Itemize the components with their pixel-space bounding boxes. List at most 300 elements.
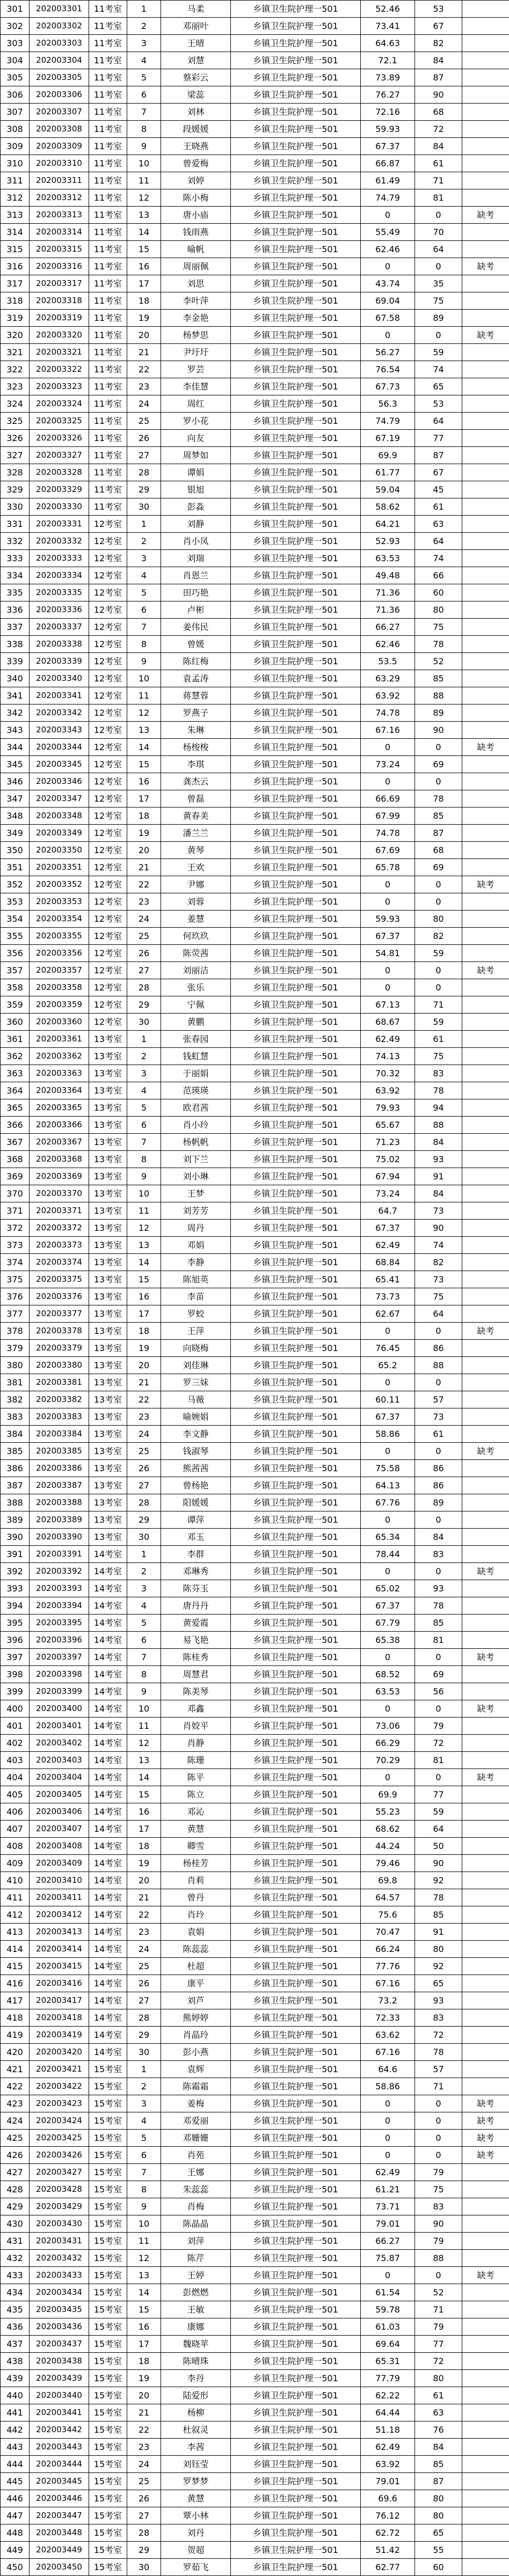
practical-score-cell: 71 (415, 172, 462, 189)
table-row (1, 1649, 509, 1666)
candidate-name-cell: 王晓燕 (161, 138, 231, 155)
exam-room-cell: 11考室 (89, 121, 127, 138)
written-score-cell: 76.54 (361, 361, 415, 378)
candidate-name-cell: 罗芸 (161, 361, 231, 378)
exam-number-cell: 202003441 (30, 2404, 89, 2421)
written-score-cell: 68.67 (361, 1014, 415, 1031)
practical-score-cell: 71 (415, 2301, 462, 2318)
table-row (1, 2147, 509, 2164)
practical-score-cell: 0 (415, 1443, 462, 1460)
row-number-cell: 398 (1, 1666, 30, 1683)
exam-room-cell: 12考室 (89, 928, 127, 945)
table-row (1, 1426, 509, 1443)
practical-score-cell: 80 (415, 601, 462, 619)
practical-score-cell: 66 (415, 567, 462, 584)
seat-number-cell: 5 (127, 1614, 161, 1632)
exam-room-cell: 13考室 (89, 1374, 127, 1391)
exam-room-cell: 12考室 (89, 962, 127, 979)
exam-number-cell: 202003377 (30, 1305, 89, 1323)
exam-number-cell: 202003371 (30, 1202, 89, 1220)
exam-room-cell: 11考室 (89, 207, 127, 224)
exam-room-cell: 14考室 (89, 1941, 127, 1958)
row-number-cell: 355 (1, 928, 30, 945)
exam-number-cell: 202003329 (30, 481, 89, 498)
table-row (1, 1821, 509, 1838)
written-score-cell: 0 (361, 773, 415, 790)
remark-cell (462, 1546, 509, 1563)
written-score-cell: 51.18 (361, 2421, 415, 2439)
table-row (1, 1323, 509, 1340)
exam-room-cell: 15考室 (89, 2215, 127, 2233)
practical-score-cell: 0 (415, 2130, 462, 2147)
position-cell: 乡镇卫生院护理一501 (231, 1408, 361, 1426)
table-row (1, 1752, 509, 1769)
remark-cell (462, 825, 509, 842)
exam-room-cell: 12考室 (89, 722, 127, 739)
seat-number-cell: 29 (127, 2027, 161, 2044)
remark-cell (462, 687, 509, 704)
practical-score-cell: 90 (415, 2215, 462, 2233)
practical-score-cell: 89 (415, 310, 462, 327)
practical-score-cell: 78 (415, 1082, 462, 1099)
row-number-cell: 332 (1, 533, 30, 550)
candidate-name-cell: 钱雨燕 (161, 224, 231, 241)
row-number-cell: 347 (1, 790, 30, 808)
written-score-cell: 0 (361, 2095, 415, 2112)
exam-number-cell: 202003346 (30, 773, 89, 790)
seat-number-cell: 25 (127, 413, 161, 430)
candidate-name-cell: 陆爱形 (161, 2387, 231, 2404)
seat-number-cell: 19 (127, 1855, 161, 1872)
seat-number-cell: 14 (127, 2284, 161, 2301)
exam-number-cell: 202003319 (30, 310, 89, 327)
table-row (1, 207, 509, 224)
written-score-cell: 59.93 (361, 121, 415, 138)
candidate-name-cell: 姜梅 (161, 2095, 231, 2112)
seat-number-cell: 28 (127, 2524, 161, 2542)
exam-number-cell: 202003422 (30, 2078, 89, 2095)
row-number-cell: 448 (1, 2524, 30, 2542)
table-row (1, 1288, 509, 1305)
row-number-cell: 321 (1, 344, 30, 361)
exam-room-cell: 14考室 (89, 1700, 127, 1718)
exam-number-cell: 202003325 (30, 413, 89, 430)
seat-number-cell: 20 (127, 327, 161, 344)
row-number-cell: 430 (1, 2215, 30, 2233)
table-row (1, 653, 509, 670)
table-row (1, 1460, 509, 1477)
written-score-cell: 44.24 (361, 1838, 415, 1855)
candidate-name-cell: 陈立 (161, 1786, 231, 1803)
position-cell: 乡镇卫生院护理一501 (231, 893, 361, 911)
candidate-name-cell: 姜伟民 (161, 619, 231, 636)
exam-number-cell: 202003425 (30, 2130, 89, 2147)
candidate-name-cell: 钱虹慧 (161, 1048, 231, 1065)
written-score-cell: 71.36 (361, 584, 415, 601)
seat-number-cell: 29 (127, 2542, 161, 2559)
written-score-cell: 63.53 (361, 1683, 415, 1700)
seat-number-cell: 1 (127, 516, 161, 533)
written-score-cell: 58.86 (361, 2078, 415, 2095)
written-score-cell: 67.16 (361, 2044, 415, 2061)
written-score-cell: 67.58 (361, 310, 415, 327)
practical-score-cell: 80 (415, 1941, 462, 1958)
practical-score-cell: 81 (415, 1752, 462, 1769)
seat-number-cell: 18 (127, 1838, 161, 1855)
seat-number-cell: 29 (127, 1511, 161, 1529)
exam-number-cell: 202003395 (30, 1614, 89, 1632)
seat-number-cell: 25 (127, 1443, 161, 1460)
position-cell: 乡镇卫生院护理一501 (231, 1288, 361, 1305)
candidate-name-cell: 康娜 (161, 2318, 231, 2336)
practical-score-cell: 0 (415, 1649, 462, 1666)
written-score-cell: 52.93 (361, 533, 415, 550)
exam-number-cell: 202003331 (30, 516, 89, 533)
table-row (1, 584, 509, 601)
table-row (1, 2542, 509, 2559)
table-row (1, 1031, 509, 1048)
row-number-cell: 433 (1, 2267, 30, 2284)
exam-number-cell: 202003393 (30, 1580, 89, 1597)
row-number-cell: 375 (1, 1271, 30, 1288)
practical-score-cell: 79 (415, 2318, 462, 2336)
written-score-cell: 76.27 (361, 86, 415, 104)
exam-number-cell: 202003351 (30, 859, 89, 876)
exam-number-cell: 202003379 (30, 1340, 89, 1357)
table-row (1, 808, 509, 825)
remark-cell (462, 619, 509, 636)
written-score-cell: 60.11 (361, 1391, 415, 1408)
position-cell: 乡镇卫生院护理一501 (231, 86, 361, 104)
written-score-cell: 61.54 (361, 2284, 415, 2301)
table-row (1, 756, 509, 773)
candidate-name-cell: 王萍 (161, 1323, 231, 1340)
seat-number-cell: 9 (127, 653, 161, 670)
seat-number-cell: 11 (127, 172, 161, 189)
candidate-name-cell: 刘钰莹 (161, 2456, 231, 2473)
exam-room-cell: 15考室 (89, 2318, 127, 2336)
written-score-cell: 69.04 (361, 292, 415, 310)
remark-cell (462, 979, 509, 996)
position-cell: 乡镇卫生院护理一501 (231, 567, 361, 584)
candidate-name-cell: 刘萍 (161, 2233, 231, 2250)
candidate-name-cell: 熊茜茜 (161, 1460, 231, 1477)
exam-room-cell: 15考室 (89, 2524, 127, 2542)
practical-score-cell: 0 (415, 2267, 462, 2284)
table-row (1, 498, 509, 516)
row-number-cell: 411 (1, 1889, 30, 1906)
written-score-cell: 69.64 (361, 2336, 415, 2353)
row-number-cell: 397 (1, 1649, 30, 1666)
seat-number-cell: 15 (127, 241, 161, 258)
position-cell: 乡镇卫生院护理一501 (231, 1014, 361, 1031)
position-cell: 乡镇卫生院护理一501 (231, 1168, 361, 1185)
table-row (1, 258, 509, 275)
candidate-name-cell: 陈平 (161, 1769, 231, 1786)
exam-room-cell: 14考室 (89, 1546, 127, 1563)
seat-number-cell: 3 (127, 1065, 161, 1082)
remark-cell (462, 996, 509, 1014)
remark-cell (462, 1220, 509, 1237)
position-cell: 乡镇卫生院护理一501 (231, 1992, 361, 2009)
written-score-cell: 62.49 (361, 2439, 415, 2456)
seat-number-cell: 13 (127, 207, 161, 224)
candidate-name-cell: 王梦 (161, 1185, 231, 1202)
row-number-cell: 393 (1, 1580, 30, 1597)
remark-cell (462, 1683, 509, 1700)
practical-score-cell: 77 (415, 430, 462, 447)
remark-cell: 缺考 (462, 327, 509, 344)
table-row (1, 1906, 509, 1924)
row-number-cell: 370 (1, 1185, 30, 1202)
position-cell: 乡镇卫生院护理一501 (231, 2215, 361, 2233)
table-row (1, 69, 509, 86)
remark-cell (462, 241, 509, 258)
seat-number-cell: 5 (127, 69, 161, 86)
table-row (1, 1014, 509, 1031)
seat-number-cell: 25 (127, 928, 161, 945)
position-cell: 乡镇卫生院护理一501 (231, 2370, 361, 2387)
practical-score-cell: 87 (415, 69, 462, 86)
exam-room-cell: 14考室 (89, 1614, 127, 1632)
position-cell: 乡镇卫生院护理一501 (231, 1391, 361, 1408)
practical-score-cell: 64 (415, 533, 462, 550)
candidate-name-cell: 梁蕊 (161, 86, 231, 104)
position-cell: 乡镇卫生院护理一501 (231, 584, 361, 601)
written-score-cell: 73.06 (361, 1718, 415, 1735)
seat-number-cell: 26 (127, 1460, 161, 1477)
practical-score-cell: 74 (415, 361, 462, 378)
written-score-cell: 62.46 (361, 241, 415, 258)
row-number-cell: 423 (1, 2095, 30, 2112)
exam-room-cell: 13考室 (89, 1254, 127, 1271)
candidate-name-cell: 熊婷婷 (161, 2009, 231, 2027)
exam-room-cell: 13考室 (89, 1168, 127, 1185)
row-number-cell: 368 (1, 1151, 30, 1168)
remark-cell (462, 2009, 509, 2027)
exam-room-cell: 13考室 (89, 1031, 127, 1048)
exam-number-cell: 202003401 (30, 1718, 89, 1735)
candidate-name-cell: 邓姗姗 (161, 2130, 231, 2147)
seat-number-cell: 26 (127, 2490, 161, 2507)
seat-number-cell: 5 (127, 1099, 161, 1117)
written-score-cell: 75.58 (361, 1460, 415, 1477)
candidate-name-cell: 李金艳 (161, 310, 231, 327)
table-row (1, 1168, 509, 1185)
practical-score-cell: 0 (415, 327, 462, 344)
row-number-cell: 356 (1, 945, 30, 962)
practical-score-cell: 94 (415, 1099, 462, 1117)
remark-cell (462, 189, 509, 207)
candidate-name-cell: 唐丹丹 (161, 1597, 231, 1614)
practical-score-cell: 75 (415, 619, 462, 636)
exam-room-cell: 12考室 (89, 859, 127, 876)
seat-number-cell: 13 (127, 2267, 161, 2284)
candidate-name-cell: 王娜 (161, 2164, 231, 2181)
exam-number-cell: 202003335 (30, 584, 89, 601)
exam-number-cell: 202003447 (30, 2507, 89, 2524)
exam-number-cell: 202003375 (30, 1271, 89, 1288)
practical-score-cell: 82 (415, 1254, 462, 1271)
exam-number-cell: 202003450 (30, 2559, 89, 2576)
remark-cell (462, 2421, 509, 2439)
candidate-name-cell: 阳媛媛 (161, 1494, 231, 1511)
exam-number-cell: 202003429 (30, 2198, 89, 2215)
row-number-cell: 311 (1, 172, 30, 189)
candidate-name-cell: 王晴 (161, 35, 231, 52)
practical-score-cell: 0 (415, 1323, 462, 1340)
table-row (1, 2421, 509, 2439)
practical-score-cell: 79 (415, 2233, 462, 2250)
written-score-cell: 66.27 (361, 619, 415, 636)
seat-number-cell: 20 (127, 1872, 161, 1889)
exam-number-cell: 202003341 (30, 687, 89, 704)
candidate-name-cell: 陈小梅 (161, 189, 231, 207)
remark-cell (462, 1202, 509, 1220)
row-number-cell: 426 (1, 2147, 30, 2164)
table-row (1, 1082, 509, 1099)
exam-number-cell: 202003342 (30, 704, 89, 722)
seat-number-cell: 2 (127, 18, 161, 35)
candidate-name-cell: 周红 (161, 395, 231, 413)
exam-room-cell: 14考室 (89, 1563, 127, 1580)
candidate-name-cell: 罗小花 (161, 413, 231, 430)
written-score-cell: 68.84 (361, 1254, 415, 1271)
remark-cell (462, 1357, 509, 1374)
exam-number-cell: 202003311 (30, 172, 89, 189)
position-cell: 乡镇卫生院护理一501 (231, 2095, 361, 2112)
table-row (1, 327, 509, 344)
practical-score-cell: 80 (415, 2370, 462, 2387)
position-cell: 乡镇卫生院护理一501 (231, 1511, 361, 1529)
exam-number-cell: 202003313 (30, 207, 89, 224)
row-number-cell: 377 (1, 1305, 30, 1323)
candidate-name-cell: 陈蕊蕊 (161, 1941, 231, 1958)
remark-cell (462, 310, 509, 327)
remark-cell (462, 550, 509, 567)
candidate-name-cell: 曾杨艳 (161, 1477, 231, 1494)
row-number-cell: 424 (1, 2112, 30, 2130)
table-row (1, 1340, 509, 1357)
exam-number-cell: 202003339 (30, 653, 89, 670)
table-row (1, 1872, 509, 1889)
candidate-name-cell: 刘思 (161, 275, 231, 292)
position-cell: 乡镇卫生院护理一501 (231, 1202, 361, 1220)
exam-room-cell: 15考室 (89, 2233, 127, 2250)
written-score-cell: 79.01 (361, 2215, 415, 2233)
written-score-cell: 64.63 (361, 35, 415, 52)
seat-number-cell: 26 (127, 430, 161, 447)
practical-score-cell: 82 (415, 928, 462, 945)
exam-number-cell: 202003387 (30, 1477, 89, 1494)
position-cell: 乡镇卫生院护理一501 (231, 241, 361, 258)
candidate-name-cell: 刘林 (161, 104, 231, 121)
position-cell: 乡镇卫生院护理一501 (231, 687, 361, 704)
position-cell: 乡镇卫生院护理一501 (231, 2164, 361, 2181)
position-cell: 乡镇卫生院护理一501 (231, 739, 361, 756)
exam-number-cell: 202003324 (30, 395, 89, 413)
exam-number-cell: 202003305 (30, 69, 89, 86)
candidate-name-cell: 姜慧 (161, 911, 231, 928)
remark-cell (462, 2164, 509, 2181)
position-cell: 乡镇卫生院护理一501 (231, 808, 361, 825)
written-score-cell: 0 (361, 2267, 415, 2284)
exam-number-cell: 202003385 (30, 1443, 89, 1460)
seat-number-cell: 11 (127, 1718, 161, 1735)
exam-number-cell: 202003337 (30, 619, 89, 636)
practical-score-cell: 87 (415, 825, 462, 842)
exam-room-cell: 15考室 (89, 2542, 127, 2559)
candidate-name-cell: 肖小玲 (161, 1117, 231, 1134)
practical-score-cell: 63 (415, 516, 462, 533)
table-row (1, 1374, 509, 1391)
seat-number-cell: 10 (127, 1185, 161, 1202)
table-row (1, 1855, 509, 1872)
seat-number-cell: 8 (127, 1151, 161, 1168)
table-row (1, 2318, 509, 2336)
seat-number-cell: 23 (127, 893, 161, 911)
exam-room-cell: 11考室 (89, 292, 127, 310)
position-cell: 乡镇卫生院护理一501 (231, 911, 361, 928)
exam-room-cell: 12考室 (89, 911, 127, 928)
exam-number-cell: 202003432 (30, 2250, 89, 2267)
exam-number-cell: 202003353 (30, 893, 89, 911)
candidate-name-cell: 欧君茜 (161, 1099, 231, 1117)
exam-room-cell: 14考室 (89, 1821, 127, 1838)
position-cell: 乡镇卫生院护理一501 (231, 601, 361, 619)
written-score-cell: 73.41 (361, 18, 415, 35)
table-row (1, 2490, 509, 2507)
practical-score-cell: 0 (415, 962, 462, 979)
written-score-cell: 66.24 (361, 1941, 415, 1958)
table-row (1, 2130, 509, 2147)
remark-cell (462, 911, 509, 928)
written-score-cell: 64.13 (361, 1477, 415, 1494)
written-score-cell: 62.22 (361, 2387, 415, 2404)
exam-number-cell: 202003388 (30, 1494, 89, 1511)
table-row (1, 1683, 509, 1700)
row-number-cell: 407 (1, 1821, 30, 1838)
remark-cell (462, 1151, 509, 1168)
exam-number-cell: 202003369 (30, 1168, 89, 1185)
table-row (1, 1511, 509, 1529)
table-row (1, 1992, 509, 2009)
candidate-name-cell: 喻婉娟 (161, 1408, 231, 1426)
practical-score-cell: 87 (415, 2473, 462, 2490)
exam-number-cell: 202003364 (30, 1082, 89, 1099)
position-cell: 乡镇卫生院护理一501 (231, 2027, 361, 2044)
position-cell: 乡镇卫生院护理一501 (231, 1632, 361, 1649)
candidate-name-cell: 陈芹 (161, 2250, 231, 2267)
row-number-cell: 427 (1, 2164, 30, 2181)
table-row (1, 1254, 509, 1271)
practical-score-cell: 89 (415, 1494, 462, 1511)
seat-number-cell: 7 (127, 104, 161, 121)
position-cell: 乡镇卫生院护理一501 (231, 2318, 361, 2336)
practical-score-cell: 90 (415, 86, 462, 104)
row-number-cell: 419 (1, 2027, 30, 2044)
remark-cell (462, 1614, 509, 1632)
candidate-name-cell: 李群 (161, 1546, 231, 1563)
row-number-cell: 333 (1, 550, 30, 567)
seat-number-cell: 7 (127, 2164, 161, 2181)
written-score-cell: 73.24 (361, 1185, 415, 1202)
exam-number-cell: 202003368 (30, 1151, 89, 1168)
written-score-cell: 65.34 (361, 1529, 415, 1546)
position-cell: 乡镇卫生院护理一501 (231, 1460, 361, 1477)
remark-cell (462, 1855, 509, 1872)
candidate-name-cell: 王欢 (161, 859, 231, 876)
